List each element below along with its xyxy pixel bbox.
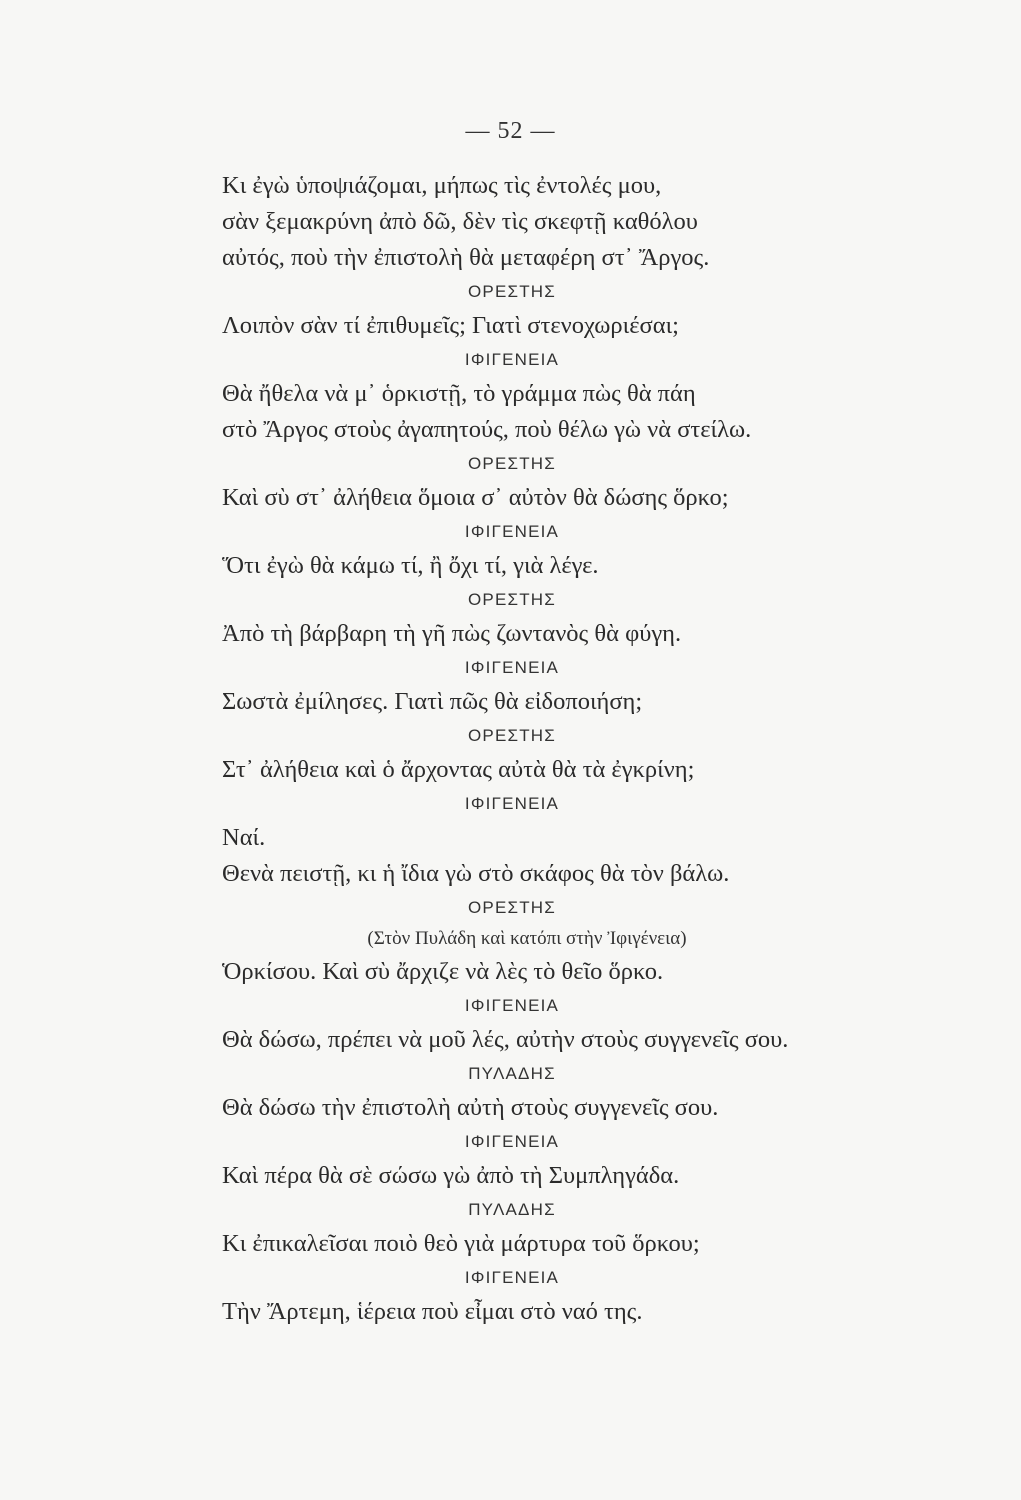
verse-line: Κι ἐγὼ ὑποψιάζομαι, μήπως τὶς ἐντολές μου, [222, 172, 662, 199]
verse-line: Ὅτι ἐγὼ θὰ κάμω τί, ἢ ὄχι τί, γιὰ λέγε. [222, 552, 599, 579]
verse-line: Καὶ πέρα θὰ σὲ σώσω γὼ ἀπὸ τὴ Συμπληγάδα. [222, 1162, 680, 1189]
verse-line: Τὴν Ἄρτεμη, ἱέρεια ποὺ εἶμαι στὸ ναό της. [222, 1298, 643, 1325]
speaker-name: ΙΦΙΓΕΝΕΙΑ [464, 522, 560, 541]
speaker-name: ΙΦΙΓΕΝΕΙΑ [464, 794, 560, 813]
verse-line: αὐτός, ποὺ τὴν ἐπιστολὴ θὰ μεταφέρη στ᾿ Ἄργος. [222, 244, 710, 271]
verse-line: Θενὰ πειστῇ, κι ἡ ἴδια γὼ στὸ σκάφος θὰ τὸν βάλω. [222, 860, 730, 887]
verse-line: Θὰ δώσω, πρέπει νὰ μοῦ λές, αὐτὴν στοὺς συγγενεῖς σου. [222, 1026, 789, 1053]
speaker-name: ΟΡΕΣΤΗΣ [468, 898, 556, 917]
verse-line: Ναί. [222, 824, 266, 851]
verse-line: Καὶ σὺ στ᾿ ἀλήθεια ὅμοια σ᾿ αὐτὸν θὰ δώσης ὅρκο; [222, 484, 729, 511]
verse-line: Θὰ δώσω τὴν ἐπιστολὴ αὐτὴ στοὺς συγγενεῖς σου. [222, 1094, 719, 1121]
speaker-name: ΟΡΕΣΤΗΣ [468, 454, 556, 473]
page-number: — 52 — [465, 118, 556, 144]
speaker-name: ΙΦΙΓΕΝΕΙΑ [464, 996, 560, 1015]
verse-line: Ὁρκίσου. Καὶ σὺ ἄρχιζε νὰ λὲς τὸ θεῖο ὅρκο. [222, 958, 664, 985]
speaker-name: ΠΥΛΑΔΗΣ [468, 1200, 556, 1219]
stage-direction: (Στὸν Πυλάδη καὶ κατόπι στὴν Ἰφιγένεια) [367, 928, 687, 949]
speaker-name: ΠΥΛΑΔΗΣ [468, 1064, 556, 1083]
verse-line: σὰν ξεμακρύνη ἀπὸ δῶ, δὲν τὶς σκεφτῇ καθόλου [222, 208, 698, 235]
play-text [222, 168, 822, 1330]
verse-line: Θὰ ἤθελα νὰ μ᾿ ὁρκιστῇ, τὸ γράμμα πὼς θὰ πάη [222, 380, 696, 407]
speaker-name: ΟΡΕΣΤΗΣ [468, 590, 556, 609]
verse-line: Στ᾿ ἀλήθεια καὶ ὁ ἄρχοντας αὐτὰ θὰ τὰ ἐγκρίνη; [222, 756, 695, 783]
verse-line: Ἀπὸ τὴ βάρβαρη τὴ γῆ πὼς ζωντανὸς θὰ φύγη. [222, 620, 682, 647]
speaker-name: ΙΦΙΓΕΝΕΙΑ [464, 1132, 560, 1151]
verse-line: στὸ Ἄργος στοὺς ἀγαπητούς, ποὺ θέλω γὼ νὰ στείλω. [222, 416, 752, 443]
speaker-name: ΙΦΙΓΕΝΕΙΑ [464, 1268, 560, 1287]
speaker-name: ΟΡΕΣΤΗΣ [468, 282, 556, 301]
verse-line: Κι ἐπικαλεῖσαι ποιὸ θεὸ γιὰ μάρτυρα τοῦ ὅρκου; [222, 1230, 700, 1257]
speaker-name: ΙΦΙΓΕΝΕΙΑ [464, 350, 560, 369]
verse-line: Λοιπὸν σὰν τί ἐπιθυμεῖς; Γιατὶ στενοχωριέσαι; [222, 312, 679, 339]
verse-line: Σωστὰ ἐμίλησες. Γιατὶ πῶς θὰ εἰδοποιήση; [222, 688, 643, 715]
speaker-name: ΟΡΕΣΤΗΣ [468, 726, 556, 745]
speaker-name: ΙΦΙΓΕΝΕΙΑ [464, 658, 560, 677]
